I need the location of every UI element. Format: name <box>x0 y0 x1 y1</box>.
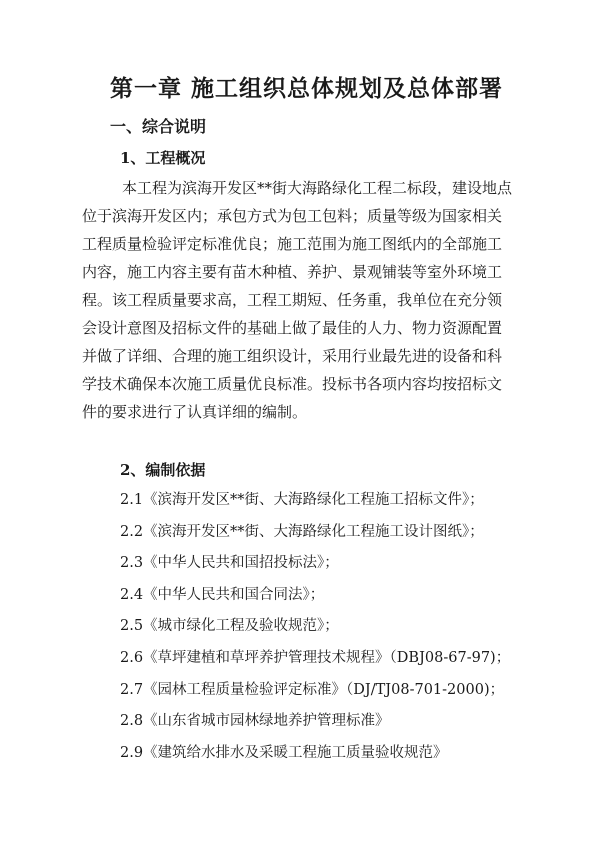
paragraph-line: 位于滨海开发区内；承包方式为包工包料；质量等级为国家相关 <box>82 207 503 225</box>
chapter-title: 第一章 施工组织总体规划及总体部署 <box>110 76 504 102</box>
reference-item: 2.3《中华人民共和国招投标法》； <box>120 555 339 572</box>
paragraph-line: 会设计意图及招标文件的基础上做了最佳的人力、物力资源配置 <box>82 319 503 337</box>
reference-item: 2.8《山东省城市园林绿地养护管理标准》 <box>120 713 390 730</box>
reference-item: 2.4《中华人民共和国合同法》； <box>120 586 325 603</box>
paragraph-line: 件的要求进行了认真详细的编制。 <box>82 403 308 421</box>
section-title: 一、综合说明 <box>110 117 207 136</box>
overview-paragraph <box>82 174 522 426</box>
paragraph-line: 学技术确保本次施工质量优良标准。投标书各项内容均按招标文 <box>82 375 503 393</box>
reference-item: 2.2《滨海开发区**街、大海路绿化工程施工设计图纸》； <box>120 523 484 540</box>
paragraph-line: 程。该工程质量要求高，工程工期短、任务重，我单位在充分领 <box>82 291 503 309</box>
subsection-title-basis: 2、编制依据 <box>120 461 206 479</box>
reference-list <box>120 490 540 774</box>
paragraph-line: 内容，施工内容主要有苗木种植、养护、景观铺装等室外环境工 <box>82 263 503 281</box>
paragraph-line: 并做了详细、合理的施工组织设计，采用行业最先进的设备和科 <box>82 347 503 365</box>
reference-item: 2.7《园林工程质量检验评定标准》（DJ/TJ08-701-2000)； <box>120 681 505 698</box>
reference-item: 2.1《滨海开发区**街、大海路绿化工程施工招标文件》； <box>120 492 484 508</box>
reference-item: 2.5《城市绿化工程及验收规范》； <box>120 618 339 635</box>
paragraph-line: 工程质量检验评定标准优良；施工范围为施工图纸内的全部施工 <box>82 235 503 253</box>
paragraph-line: 本工程为滨海开发区**街大海路绿化工程二标段，建设地点 <box>122 179 513 197</box>
subsection-title-overview: 1、工程概况 <box>120 149 206 167</box>
reference-item: 2.9《建筑给水排水及采暖工程施工质量验收规范》 <box>120 744 448 761</box>
reference-item: 2.6《草坪建植和草坪养护管理技术规程》（DBJ08-67-97)； <box>120 649 511 666</box>
